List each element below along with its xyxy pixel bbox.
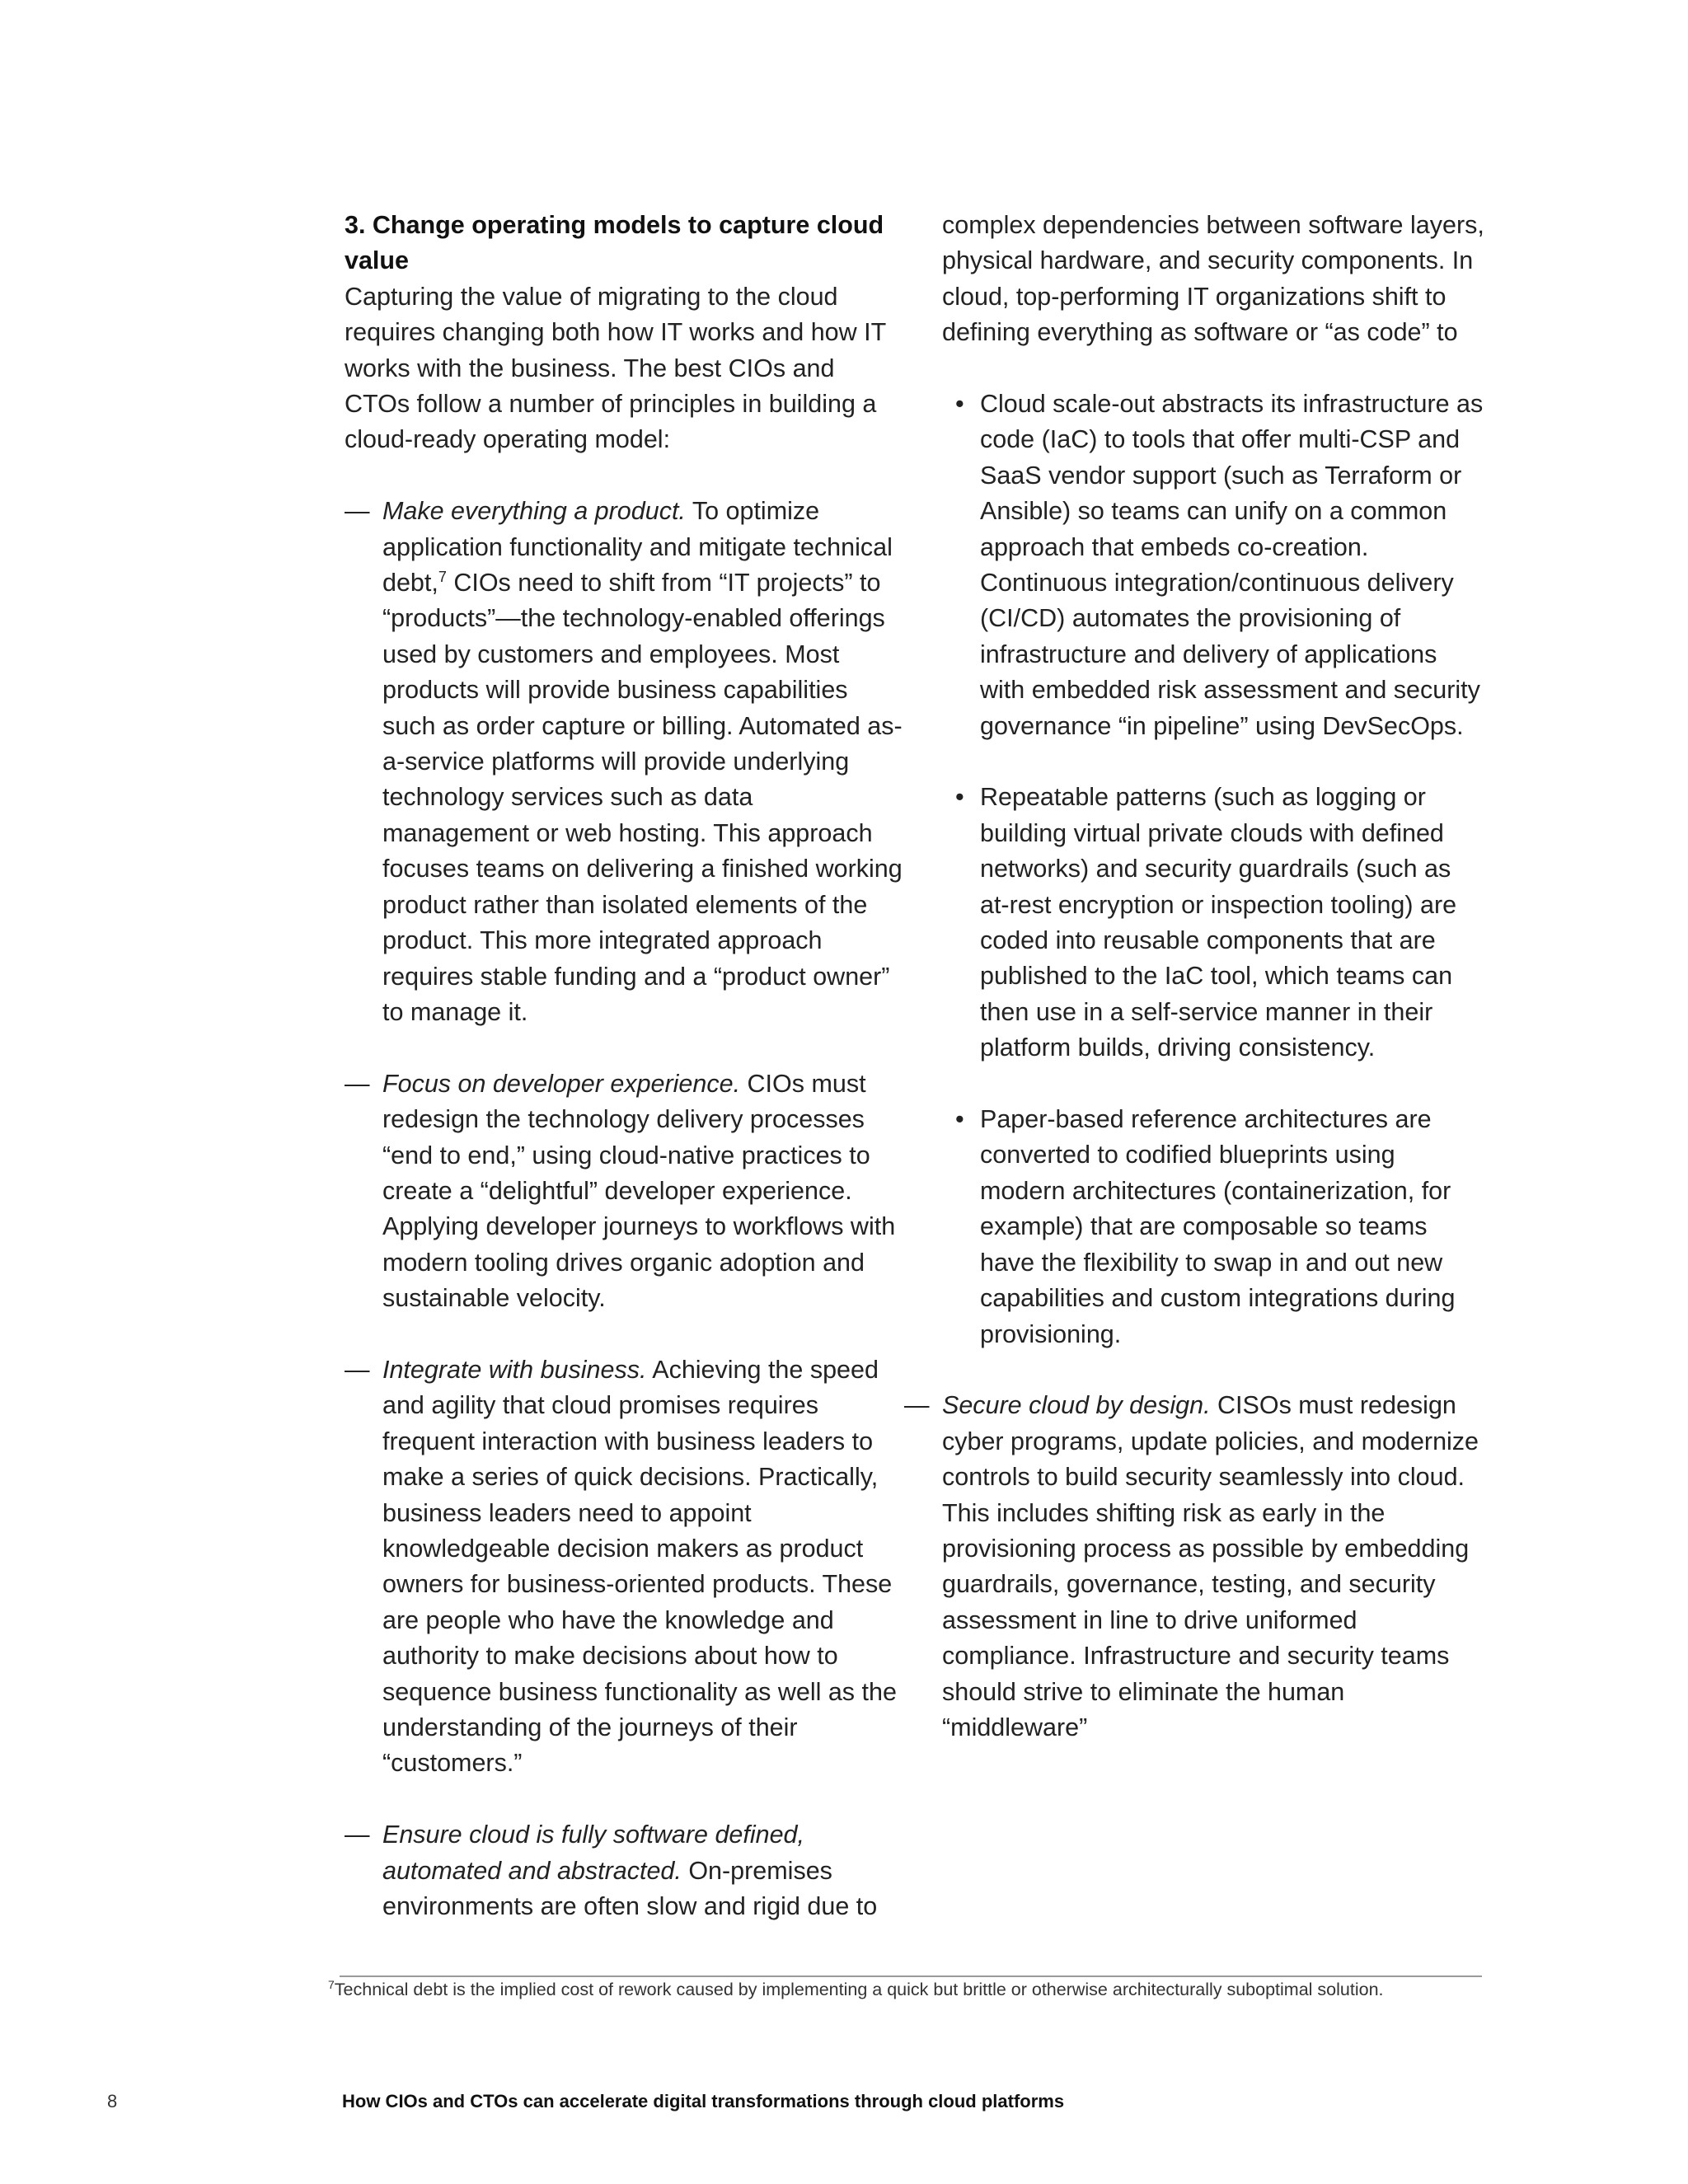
tenant-item: [942, 780, 1486, 1066]
section-title: 3. Change operating models to capture cloud value: [345, 211, 884, 275]
principle-item: [345, 1352, 905, 1782]
dash-marker: —: [904, 1391, 930, 1420]
bullet-marker: •: [955, 783, 964, 812]
footnote: [328, 1977, 1384, 2000]
right-column: [904, 208, 1486, 1746]
running-footer-title: How CIOs and CTOs can accelerate digital transformations through cloud platforms: [342, 2091, 1065, 2111]
principle-body-continued: complex dependencies between software layers, physical hardware, and security components. In cloud, top-performing IT organizations shift to defining everything as software or “as code” to: [942, 211, 1484, 347]
tenant-item: [942, 1102, 1486, 1352]
tenant-item: [942, 387, 1486, 744]
principle-body: To optimize application functionality and mitigate technical debt,: [382, 497, 893, 598]
tenant-text: Paper-based reference architectures are converted to codified blueprints using modern architectures (containerization, for example) that are composable so teams have the flexibility to swap in and out new capabilities and custom integrations during provisioning.: [980, 1105, 1456, 1348]
dash-marker: —: [345, 497, 370, 526]
section-intro: Capturing the value of migrating to the cloud requires changing both how IT works and how IT works with the business. The best CIOs and CTOs follow a number of principles in building a cloud-ready operating model:: [345, 282, 886, 454]
footnote-text: Technical debt is the implied cost of rework caused by implementing a quick but brittle or otherwise architecturally suboptimal solution.: [334, 1980, 1384, 1999]
principle-body: CIOs must redesign the technology delivery processes “end to end,” using cloud-native practices to create a “delightful” developer experience. Applying developer journeys to workflows with modern tooling drives organic adoption and sustainable velocity.: [382, 1069, 896, 1313]
principle-continuation: [942, 208, 1486, 351]
principle-body-continued: CIOs need to shift from “IT projects” to “products”—the technology-enabled offerings used by customers and employees. Most products will provide business capabilities such as order capture or billing. Automated as-a-service platforms will provide underlying technology services such as data management or web hosting. This approach focuses teams on delivering a finished working product rather than isolated elements of the product. This more integrated approach requires stable funding and a “product owner” to manage it.: [382, 569, 903, 1026]
secure-cloud-body: CISOs must redesign cyber programs, update policies, and modernize controls to build security seamlessly into cloud. This includes shifting risk as early in the provisioning process as possible by embedding guardrails, governance, testing, and security assessment in line to drive uniformed compliance. Infrastructure and security teams should strive to eliminate the human “middleware”: [942, 1391, 1479, 1741]
left-column: [345, 208, 905, 1924]
bullet-marker: •: [955, 389, 964, 418]
footnote-reference: 7: [438, 568, 447, 585]
principle-lead: Make everything a product.: [382, 497, 686, 526]
principle-body: On-premises environments are often slow and rigid due to: [382, 1856, 878, 1921]
principle-item: [345, 1066, 905, 1317]
tenant-text: Repeatable patterns (such as logging or building virtual private clouds with defined networks) and security guardrails (such as at-rest encryption or inspection tooling) are coded into reusable components that are published to the IaC tool, which teams can then use in a self-service manner in their platform builds, driving consistency.: [980, 783, 1457, 1062]
principle-lead: Integrate with business.: [382, 1355, 647, 1384]
page-number: 8: [107, 2091, 118, 2111]
principle-body: Achieving the speed and agility that cloud promises requires frequent interaction with business leaders to make a series of quick decisions. Practically, business leaders need to appoint knowledgeable decision makers as product owners for business-oriented products. These are people who have the knowledge and authority to make decisions about how to sequence business functionality as well as the understanding of the journeys of their “customers.”: [382, 1355, 897, 1778]
principle-lead: Ensure cloud is fully software defined, automated and abstracted.: [382, 1821, 804, 1885]
principle-lead: Focus on developer experience.: [382, 1069, 741, 1098]
dash-marker: —: [345, 1821, 370, 1849]
secure-cloud-item: [904, 1388, 1486, 1746]
dash-marker: —: [345, 1355, 370, 1384]
secure-cloud-lead: Secure cloud by design.: [942, 1391, 1211, 1420]
principle-item: [345, 1817, 905, 1924]
tenant-text: Cloud scale-out abstracts its infrastructure as code (IaC) to tools that offer multi-CSP and SaaS vendor support (such as Terraform or Ansible) so teams can unify on a common approach that embeds co-creation. Continuous integration/continuous delivery (CI/CD) automates the provisioning of infrastructure and delivery of applications with embedded risk assessment and security governance “in pipeline” using DevSecOps.: [980, 389, 1484, 740]
bullet-marker: •: [955, 1105, 964, 1134]
dash-marker: —: [345, 1069, 370, 1098]
footnote-divider: [340, 1975, 1482, 1977]
principle-item: [345, 494, 905, 1030]
footnote-mark: 7: [328, 1977, 335, 1991]
